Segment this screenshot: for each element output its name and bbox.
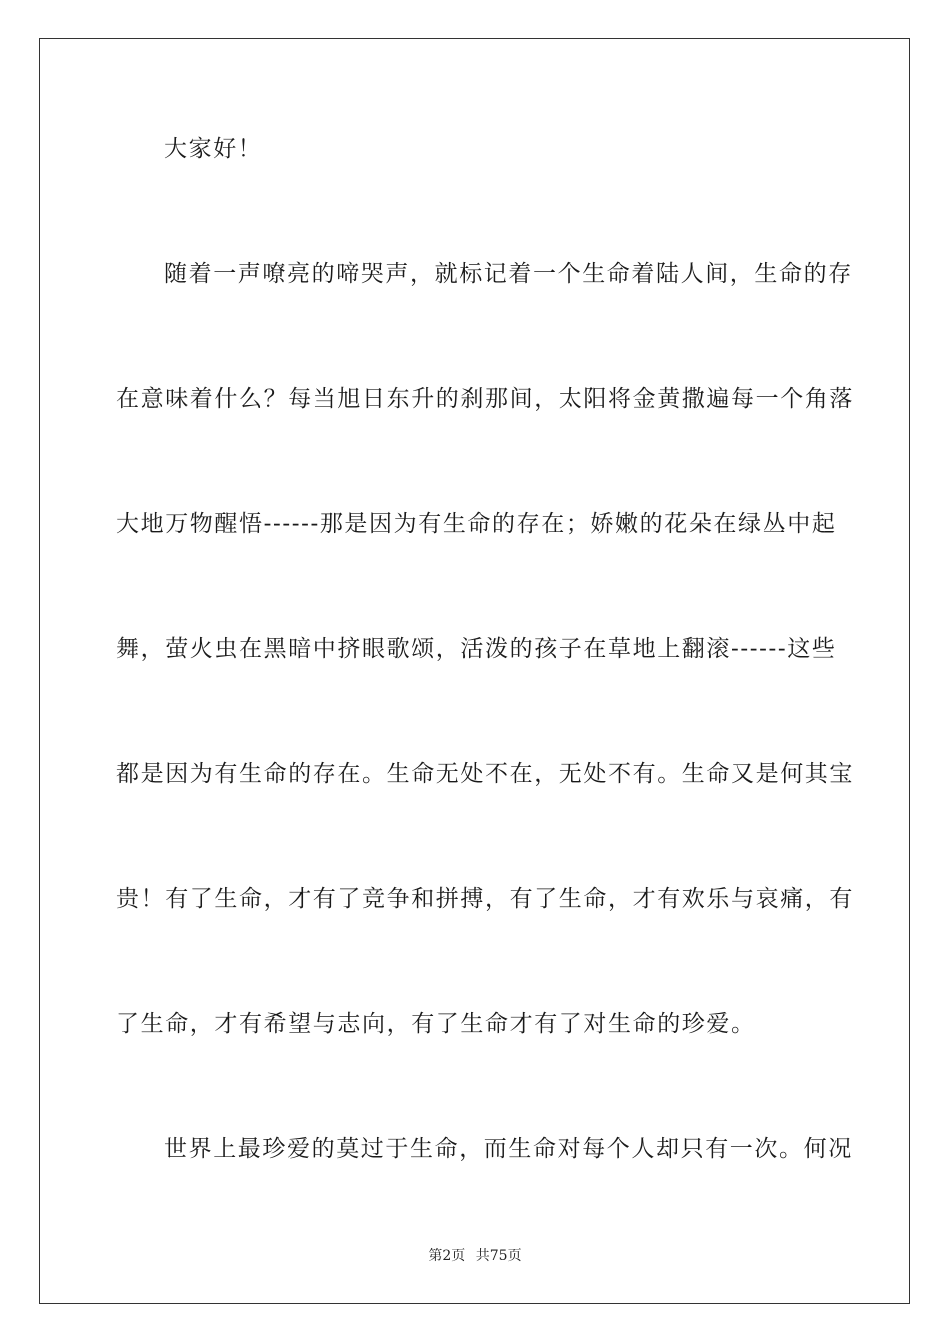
total-pages: 共75页 [475, 1248, 522, 1264]
page-footer [0, 1246, 950, 1266]
paragraph-line: 都是因为有生命的存在。生命无处不在，无处不有。生命又是何其宝 [116, 761, 854, 787]
paragraph-line: 世界上最珍爱的莫过于生命，而生命对每个人却只有一次。何况 [164, 1136, 853, 1162]
paragraph-line: 在意味着什么？每当旭日东升的刹那间，太阳将金黄撒遍每一个角落 [116, 386, 854, 412]
paragraph-line: 了生命，才有希望与志向，有了生命才有了对生命的珍爱。 [116, 1011, 756, 1037]
page-number: 第2页 [428, 1248, 466, 1264]
paragraph-line: 贵！有了生命，才有了竞争和拼搏，有了生命，才有欢乐与哀痛，有 [116, 886, 854, 912]
paragraph-line: 随着一声嘹亮的啼哭声，就标记着一个生命着陆人间，生命的存 [164, 261, 853, 287]
paragraph-line: 大地万物醒悟------那是因为有生命的存在；娇嫩的花朵在绿丛中起 [116, 511, 837, 537]
page-border [39, 38, 910, 1304]
greeting-line: 大家好！ [164, 136, 263, 162]
paragraph-line: 舞，萤火虫在黑暗中挤眼歌颂，活泼的孩子在草地上翻滚------这些 [116, 636, 837, 662]
